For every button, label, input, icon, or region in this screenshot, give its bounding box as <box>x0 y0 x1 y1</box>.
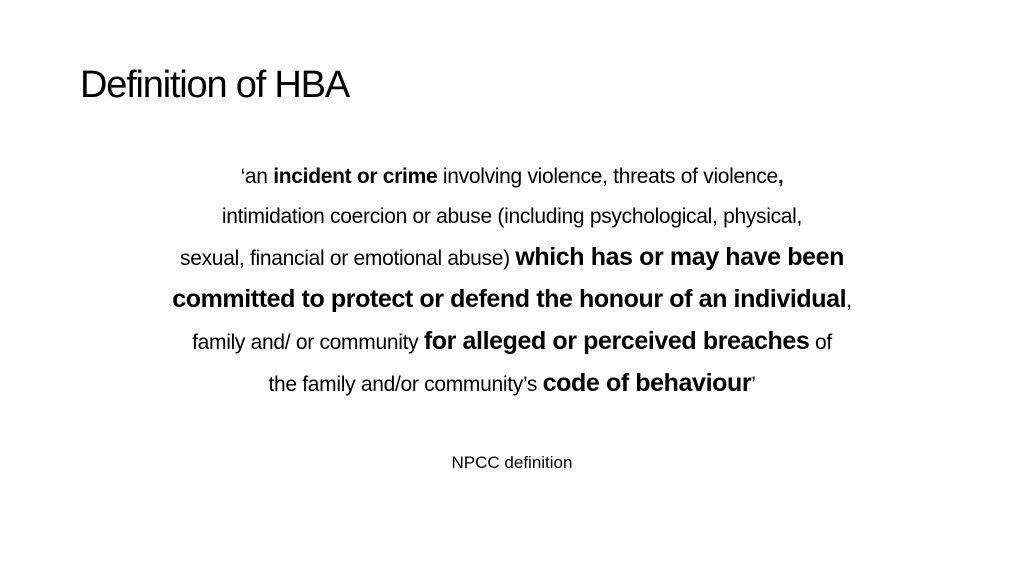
emphasis-comma: , <box>777 165 784 188</box>
definition-line-2 <box>70 197 954 237</box>
text-segment: ‘an <box>240 165 274 188</box>
definition-line-3 <box>70 237 954 279</box>
definition-line-6 <box>70 363 954 405</box>
text-segment: , <box>846 289 852 312</box>
emphasis-incident-or-crime: incident or crime <box>273 165 438 188</box>
text-segment: ’ <box>751 373 756 396</box>
definition-line-5 <box>70 321 954 363</box>
emphasis-which-has-or-may-have-been: which has or may have been <box>515 243 844 271</box>
text-segment: intimidation coercion or abuse (including psychological, physical, <box>221 205 803 228</box>
source-attribution: NPCC definition <box>451 453 573 472</box>
emphasis-code-of-behaviour: code of behaviour <box>542 369 752 397</box>
emphasis-alleged-or-perceived-breaches: for alleged or perceived breaches <box>423 327 810 355</box>
text-segment: sexual, financial or emotional abuse) <box>180 247 516 270</box>
definition-quote <box>70 157 954 405</box>
emphasis-committed-to-protect: committed to protect or defend the honour of an individual <box>172 285 847 313</box>
text-segment: of <box>809 331 832 354</box>
text-segment: family and/ or community <box>192 331 424 354</box>
text-segment: involving violence, threats of violence <box>437 165 778 188</box>
text-segment: the family and/or community’s <box>268 373 543 396</box>
definition-line-1 <box>70 157 954 197</box>
slide-title: Definition of HBA <box>80 64 349 106</box>
definition-line-4 <box>70 279 954 321</box>
